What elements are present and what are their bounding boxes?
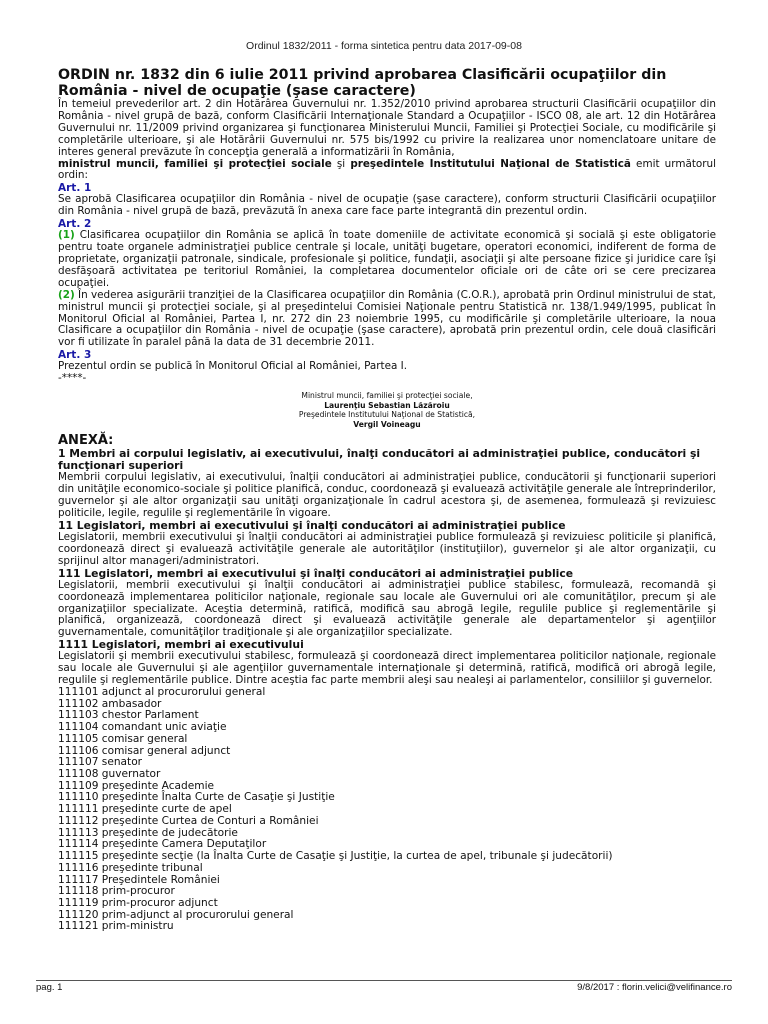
occupation-item: 111115 preşedinte secţie (la Înalta Curte de Casaţie şi Justiţie, la curtea de apel, tribunale şi judecătorii) (58, 850, 613, 863)
occupation-item: 111104 comandant unic aviaţie (58, 721, 227, 734)
issuer-minister: ministrul muncii, familiei şi protecţiei sociale (58, 157, 332, 170)
occupation-item: 111120 prim-adjunct al procurorului general (58, 908, 294, 921)
section-1-text: Membrii corpului legislativ, ai executivului, înalţii conducători ai administraţiei publice, conducătorii şi funcţionarii superiori din unităţile economico-sociale şi politice planifică, conduc, coordonează şi evaluează activităţile generale ale întreprinderilor, guvernelor şi ale altor organizaţii sau unităţi organizaţionale în cadrul acestora şi, de asemenea, formulează şi revizuiesc politicile, legile, regulile şi reglementările în vigoare. (58, 471, 716, 520)
art2-paragraph-1 (58, 230, 716, 290)
occupation-item: 111121 prim-ministru (58, 920, 174, 933)
art2-p1-text: Clasificarea ocupaţiilor din România se aplică în toate domeniile de activitate economică şi socială şi este obligatorie pentru toate organele administraţiei publice centrale şi locale, unităţi bugetare, operatori economici, indiferent de forma de proprietate, organizaţii patronale, sindicale, profesionale şi politice, fundaţii, asociaţii şi alte persoane fizice şi juridice care îşi desfăşoară activitatea pe teritoriul României, la completarea documentelor oficiale ori de câte ori se cere precizarea ocupaţiei. (58, 229, 716, 289)
section-1-heading: 1 Membri ai corpului legislativ, ai executivului, înalţi conducători ai administraţiei publice, conducători şi funcţionari superiori (58, 447, 701, 473)
occupation-item: 111110 preşedinte Înalta Curte de Casaţie şi Justiţie (58, 791, 335, 804)
occupation-item: 111119 prim-procuror adjunct (58, 896, 218, 909)
footer-info: 9/8/2017 : florin.velici@velifinance.ro (577, 982, 732, 993)
art2-p1-number: (1) (58, 229, 75, 242)
occupation-item: 111114 preşedinte Camera Deputaţilor (58, 838, 267, 851)
section-11-text: Legislatorii, membrii executivului şi înalţii conducători ai administraţiei publice formulează şi revizuiesc politicile şi planifică, coordonează direct şi evaluează activităţile generale ale autorităţilor (instituţiilor), guvernelor şi ale altor organizaţii, cu sprijinul altor manageri/administratori. (58, 531, 716, 567)
occupation-item: 111111 preşedinte curte de apel (58, 803, 232, 816)
art3-end-mark: -****- (58, 372, 87, 385)
art2-p2-text: În vederea asigurării tranziţiei de la Clasificarea ocupaţiilor din România (C.O.R.), aprobată prin Ordinul ministrului de stat, ministrul muncii şi protecţiei sociale, şi al preşedintelui Comisiei Naţionale pentru Statistică nr. 138/1.949/1995, publicat în Monitorul Oficial al României, Partea I, nr. 272 din 23 noiembrie 1995, cu modificările şi completările ulterioare, la noua Clasificare a ocupaţiilor din România - nivel de ocupaţie (şase caractere), aprobată prin prezentul ordin, cele două clasificări vor fi utilizate în paralel până la data de 31 decembrie 2011. (58, 288, 716, 349)
art3-text: Prezentul ordin se publică în Monitorul Oficial al României, Partea I. (58, 360, 408, 373)
occupation-item: 111107 senator (58, 756, 143, 769)
document-title: ORDIN nr. 1832 din 6 iulie 2011 privind aprobarea Clasificării ocupaţiilor din România - nivel de ocupaţie (şase caractere) (58, 67, 667, 99)
art3-label[interactable]: Art. 3 (58, 349, 92, 362)
issuer-ins: preşedintele Institutului Naţional de Statistică (350, 157, 631, 170)
occupation-item: 111102 ambasador (58, 697, 162, 710)
occupation-item: 111116 preşedinte tribunal (58, 861, 203, 874)
art1-label[interactable]: Art. 1 (58, 182, 92, 195)
signature-name-2: Vergil Voineagu (353, 419, 421, 429)
issuers-conj: şi (331, 157, 351, 170)
signature-line-1: Ministrul muncii, familiei şi protecţiei sociale, (301, 391, 473, 401)
occupation-item: 111112 preşedinte Curtea de Conturi a României (58, 814, 319, 827)
section-111-text: Legislatorii, membrii executivului şi înalţii conducători ai administraţiei publice stabilesc, formulează, recomandă şi coordonează implementarea politicilor naţionale, regionale sau locale ale Guvernului ori ale comunităţilor, precum şi ale organizaţiilor specializate. Aceştia determină, ratifică, modifică sau abrogă legile, regulile publice şi reglementările şi planifică, organizează, coordonează direct şi evaluează activităţile generale ale departamentelor şi agenţiilor guvernamentale, comunităţilor tradiţionale şi ale organizaţiilor specializate. (58, 578, 716, 639)
art2-paragraph-2 (58, 290, 716, 350)
section-11-heading: 11 Legislatori, membri ai executivului şi înalţi conducători ai administraţiei publice (58, 519, 566, 533)
footer-divider (36, 980, 732, 981)
occupation-item: 111101 adjunct al procurorului general (58, 686, 266, 698)
occupation-item: 111106 comisar general adjunct (58, 744, 231, 757)
occupation-list (58, 687, 716, 933)
issuers-line (58, 159, 716, 183)
occupation-item: 111113 preşedinte de judecătorie (58, 826, 238, 839)
page-number: pag. 1 (36, 982, 63, 993)
occupation-item: 111105 comisar general (58, 732, 188, 745)
document-body (58, 67, 716, 933)
occupation-item: 111109 preşedinte Academie (58, 779, 215, 792)
occupation-item: 111103 chestor Parlament (58, 709, 199, 722)
section-111-heading: 111 Legislatori, membri ai executivului şi înalţi conducători ai administraţiei publice (58, 566, 574, 580)
section-1111-text: Legislatorii şi membrii executivului stabilesc, formulează şi coordonează direct implementarea politicilor naţionale, regionale sau locale ale Guvernului şi ale agenţiilor guvernamentale internaţionale şi determină, ratifică, modifică ori abrogă legile, regulile şi reglementările publice. Dintre aceştia fac parte membrii aleşi sau nealeşi ai parlamentelor, consiliilor şi guvernelor. (58, 650, 716, 687)
signatures (58, 391, 716, 429)
art1-text: Se aprobă Clasificarea ocupaţiilor din România - nivel de ocupaţie (şase caractere), conform structurii Clasificării ocupaţiilor din România - nivel grupă de bază, prevăzută în anexa care face parte integrantă din prezentul ordin. (58, 193, 716, 218)
issuers-rest: emit următorul ordin: (58, 157, 717, 182)
occupation-item: 111117 Preşedintele României (58, 873, 220, 886)
occupation-item: 111118 prim-procuror (58, 885, 175, 898)
art2-label[interactable]: Art. 2 (58, 218, 92, 231)
page-header: Ordinul 1832/2011 - forma sintetica pentru data 2017-09-08 (246, 40, 522, 52)
art2-p2-number: (2) (58, 288, 75, 301)
occupation-item: 111108 guvernator (58, 768, 161, 781)
section-1111-heading: 1111 Legislatori, membri ai executivului (58, 638, 304, 652)
signature-line-2: Preşedintele Institutului Naţional de Statistică, (298, 410, 476, 420)
annex-heading: ANEXĂ: (58, 433, 114, 449)
preamble: În temeiul prevederilor art. 2 din Hotărârea Guvernului nr. 1.352/2010 privind aprobarea structurii Clasificării ocupaţiilor din România - nivel grupă de bază, conform Clasificării Internaţionale Standard a Ocupaţiilor - ISCO 08, ale art. 12 din Hotărârea Guvernului nr. 11/2009 privind organizarea şi funcţionarea Ministerului Muncii, Familiei şi Protecţiei Sociale, cu modificările şi completările ulterioare, şi ale Hotărârii Guvernului nr. 575 bis/1992 cu privire la realizarea unor nomenclatoare unitare de interes general prevăzute în concepţia generală a informatizării în România, (58, 98, 716, 158)
signature-name-1: Laurenţiu Sebastian Lăzăroiu (324, 400, 450, 410)
